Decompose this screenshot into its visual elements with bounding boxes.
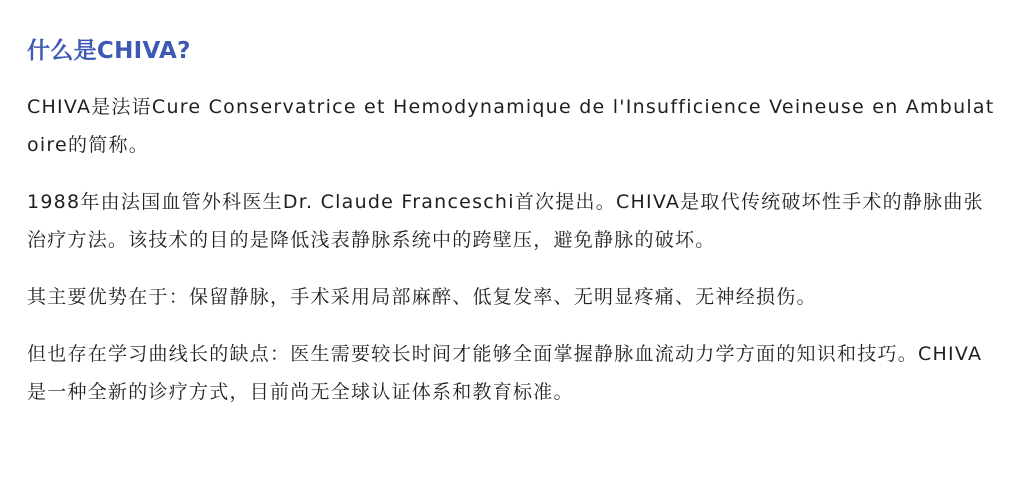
paragraph-history: 1988年由法国血管外科医生Dr. Claude Franceschi首次提出。CHIVA是取代传统破坏性手术的静脉曲张治疗方法。该技术的目的是降低浅表静脉系统中的跨壁压，避免静脉的破坏。 (27, 191, 984, 251)
article-heading: 什么是CHIVA? (27, 38, 191, 64)
paragraph-advantages: 其主要优势在于：保留静脉，手术采用局部麻醉、低复发率、无明显疼痛、无神经损伤。 (27, 286, 817, 308)
paragraph-drawbacks: 但也存在学习曲线长的缺点：医生需要较长时间才能够全面掌握静脉血流动力学方面的知识和技巧。CHIVA是一种全新的诊疗方式，目前尚无全球认证体系和教育标准。 (27, 343, 983, 403)
paragraph-definition: CHIVA是法语Cure Conservatrice et Hemodynamique de l'Insufficience Veineuse en Ambulatoire的简称。 (27, 96, 995, 156)
